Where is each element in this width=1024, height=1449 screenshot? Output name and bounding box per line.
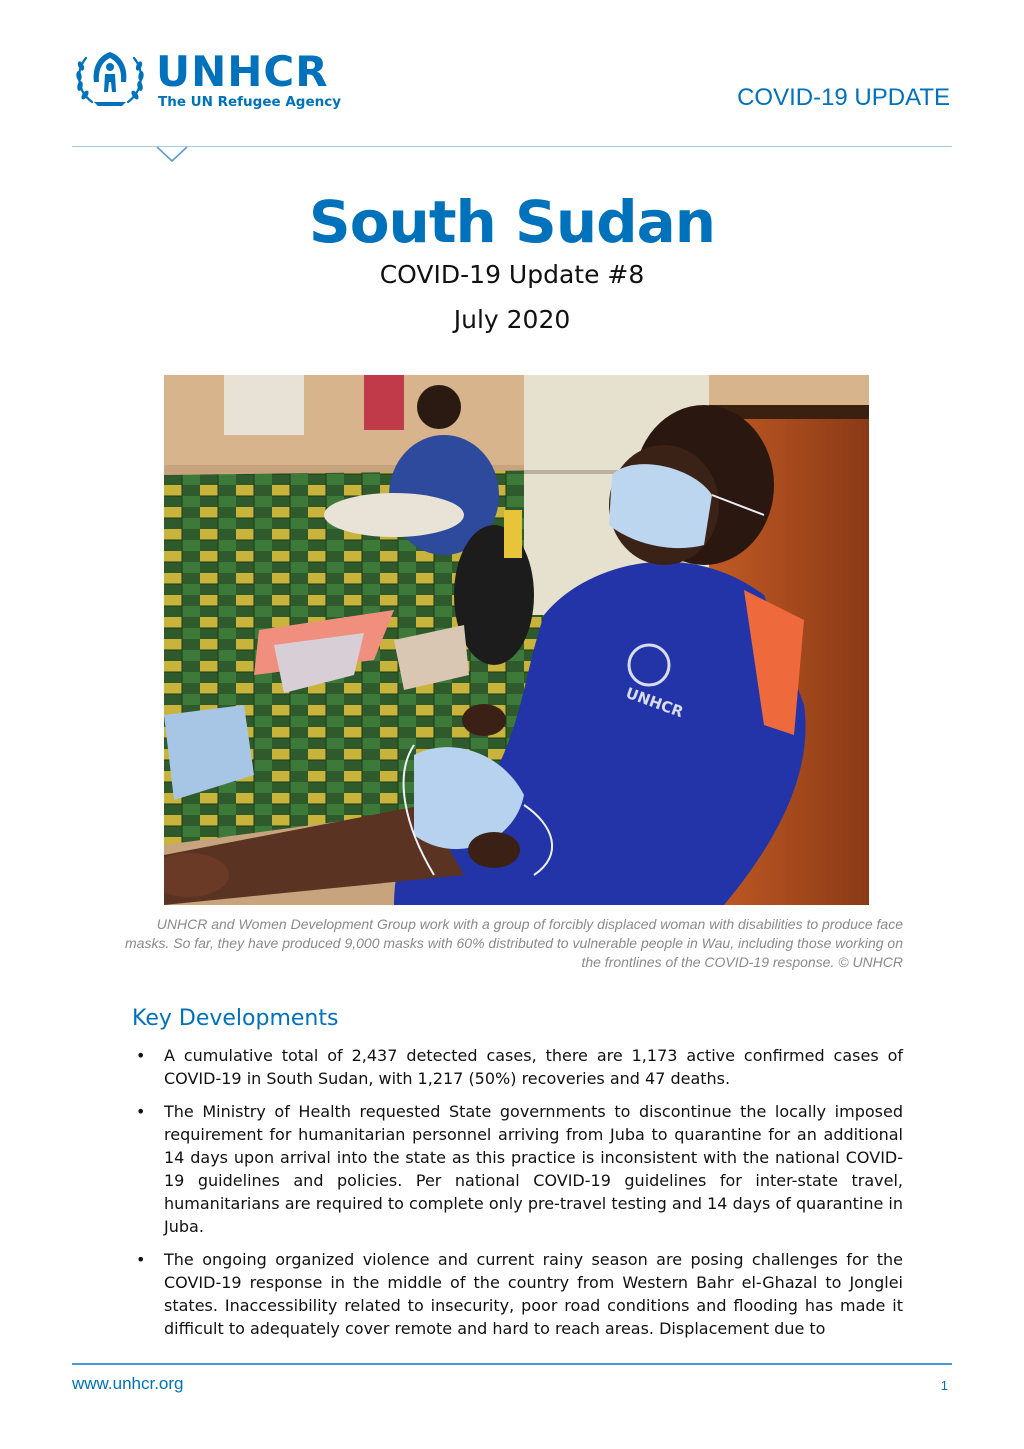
unhcr-logo bbox=[72, 48, 342, 112]
bullet-icon: • bbox=[136, 1102, 146, 1121]
unhcr-emblem-icon bbox=[72, 48, 148, 110]
footer-website-link[interactable]: www.unhcr.org bbox=[72, 1374, 184, 1393]
document-type-label: COVID-19 UPDATE bbox=[737, 84, 950, 111]
list-item-text: The ongoing organized violence and current rainy season are posing challenges for the COVID-19 response in the middle of the country from Western Bahr el-Ghazal to Jonglei states. Inaccessibility related to insecurity, poor road conditions and flooding has made it difficult to adequately cover remote and hard to reach areas. Displacement due to bbox=[164, 1250, 903, 1338]
list-item bbox=[132, 1100, 903, 1238]
apron-logo-text: UNHCR bbox=[623, 683, 686, 722]
page-title: South Sudan bbox=[308, 188, 716, 256]
list-item-text: The Ministry of Health requested State governments to discontinue the locally imposed requirement for humanitarian personnel arriving from Juba to quarantine for an additional 14 days upon arrival into the state as this practice is inconsistent with the national COVID-19 guidelines and policies. Per national COVID-19 guidelines for inter-state travel, humanitarians are required to complete only pre-travel testing and 14 days of quarantine in Juba. bbox=[164, 1102, 903, 1236]
chevron-down-icon bbox=[156, 146, 188, 164]
list-item-text: A cumulative total of 2,437 detected cases, there are 1,173 active confirmed cases of COVID-19 in South Sudan, with 1,217 (50%) recoveries and 47 deaths. bbox=[164, 1046, 903, 1088]
bullet-icon: • bbox=[136, 1250, 146, 1269]
page-subtitle: COVID-19 Update #8 bbox=[379, 260, 645, 289]
header-divider bbox=[72, 146, 952, 147]
list-item bbox=[132, 1044, 903, 1090]
cover-photo bbox=[164, 375, 869, 905]
key-developments-list bbox=[132, 1044, 903, 1350]
page-number: 1 bbox=[940, 1378, 948, 1393]
photo-caption: UNHCR and Women Development Group work with a group of forcibly displaced woman with disabilities to produce face masks. So far, they have produced 9,000 masks with 60% distributed to vulnerable people in Wau, including those working on the frontlines of the COVID-19 response. © UNHCR bbox=[125, 916, 903, 970]
section-heading-key-developments: Key Developments bbox=[132, 1006, 339, 1031]
logo-wordmark: UNHCR bbox=[156, 47, 329, 96]
footer-divider bbox=[72, 1363, 952, 1365]
bullet-icon: • bbox=[136, 1046, 146, 1065]
photo-women-making-masks-icon bbox=[164, 375, 869, 905]
list-item bbox=[132, 1248, 903, 1340]
publication-date: July 2020 bbox=[453, 305, 571, 334]
logo-tagline: The UN Refugee Agency bbox=[158, 94, 342, 110]
